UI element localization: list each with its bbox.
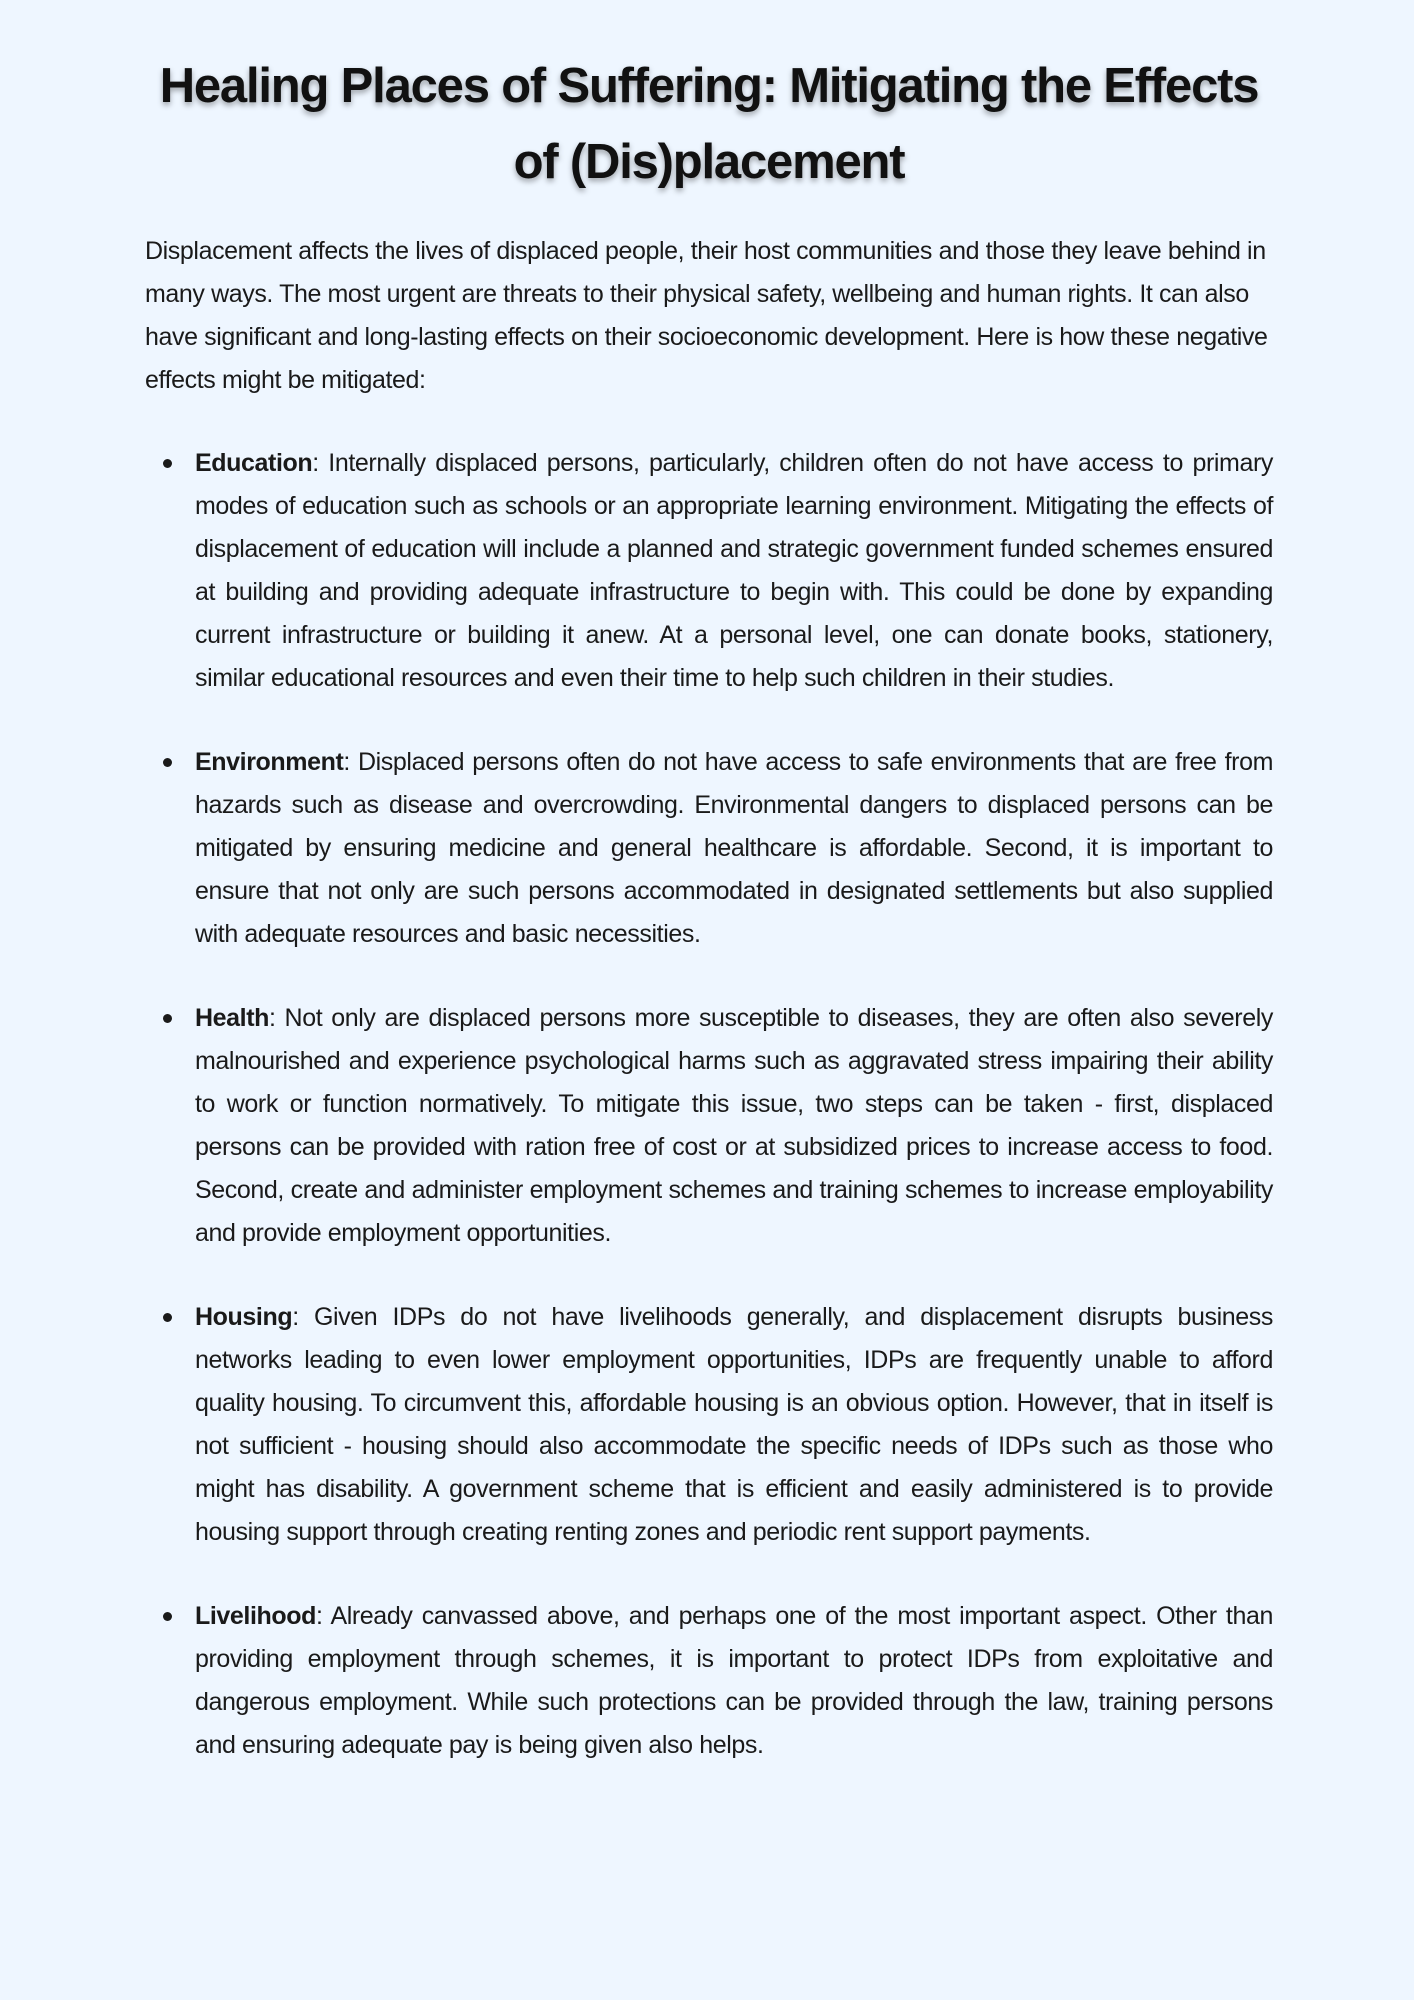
item-text: : Not only are displaced persons more susceptible to diseases, they are often also severely malnourished and experience psychological harms such as aggravated stress impairing their ability to work or function normatively. To mitigate this issue, two steps can be taken - first, displaced persons can be provided with ration free of cost or at subsidized prices to increase access to food. Second, create and administer employment schemes and training schemes to increase employability and provide employment opportunities. (195, 1004, 1273, 1247)
item-text: : Internally displaced persons, particularly, children often do not have access to primary modes of education such as schools or an appropriate learning environment. Mitigating the effects of displacement of education will include a planned and strategic government funded schemes ensured at building and providing adequate infrastructure to begin with. This could be done by expanding current infrastructure or building it anew. At a personal level, one can donate books, stationery, similar educational resources and even their time to help such children in their studies. (195, 449, 1273, 692)
bullet-icon (163, 758, 172, 767)
page-title: Healing Places of Suffering: Mitigating the Effects of (Dis)placement (159, 59, 1259, 189)
item-term: Housing (195, 1303, 293, 1331)
item-text: : Already canvassed above, and perhaps one of the most important aspect. Other than providing employment through schemes, it is important to protect IDPs from exploitative and dangerous employment. While such protections can be provided through the law, training persons and ensuring adequate pay is being given also helps. (195, 1602, 1273, 1759)
item-text: : Displaced persons often do not have access to safe environments that are free from hazards such as disease and overcrowding. Environmental dangers to displaced persons can be mitigated by ensuring medicine and general healthcare is affordable. Second, it is important to ensure that not only are such persons accommodated in designated settlements but also supplied with adequate resources and basic necessities. (195, 748, 1273, 948)
item-term: Livelihood (195, 1602, 317, 1630)
item-term: Environment (195, 748, 344, 776)
list-item-livelihood (195, 1595, 1273, 1767)
item-text: : Given IDPs do not have livelihoods generally, and displacement disrupts business networks leading to even lower employment opportunities, IDPs are frequently unable to afford quality housing. To circumvent this, affordable housing is an obvious option. However, that in itself is not sufficient - housing should also accommodate the specific needs of IDPs such as those who might has disability. A government scheme that is efficient and easily administered is to provide housing support through creating renting zones and periodic rent support payments. (195, 1303, 1273, 1546)
list-item-housing (195, 1296, 1273, 1554)
mitigation-list (145, 442, 1273, 1767)
bullet-icon (163, 1313, 172, 1322)
item-term: Health (195, 1004, 270, 1032)
list-item-health (195, 997, 1273, 1255)
bullet-icon (163, 1014, 172, 1023)
list-item-education (195, 442, 1273, 700)
item-term: Education (195, 449, 313, 477)
intro-paragraph: Displacement affects the lives of displaced people, their host communities and those they leave behind in many ways. The most urgent are threats to their physical safety, wellbeing and human rights. It can also have significant and long-lasting effects on their socioeconomic development. Here is how these negative effects might be mitigated: (145, 237, 1268, 394)
bullet-icon (163, 1612, 172, 1621)
list-item-environment (195, 741, 1273, 956)
bullet-icon (163, 459, 172, 468)
